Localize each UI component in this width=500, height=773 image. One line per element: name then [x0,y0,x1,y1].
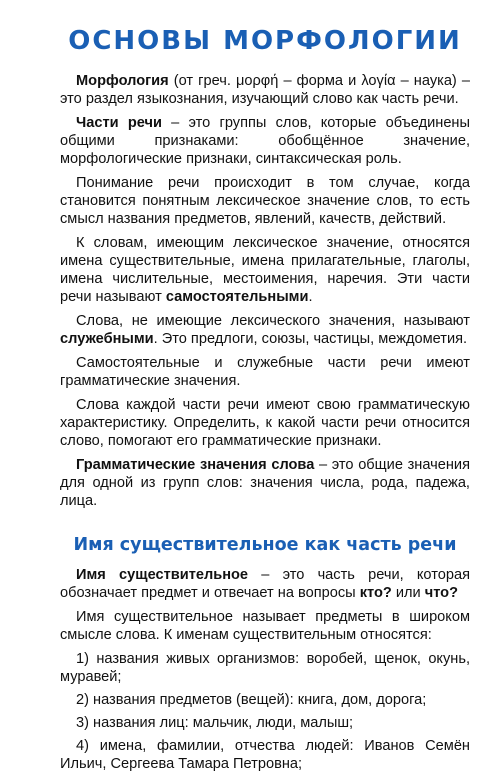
list-item: 4) имена, фамилии, отчества людей: Иванов Семён Ильич, Сергеева Тамара Петровна; [60,738,470,772]
list-item: 1) названия живых организмов: воробей, щенок, окунь, муравей; [60,651,470,685]
paragraph-independent: К словам, имеющим лексическое значение, относятся имена существительные, имена прилагательные, глаголы, имена числительные, местоимения, наречия. Эти части речи называют самостоятельными. [60,235,470,305]
term-parts-of-speech: Части речи [76,115,162,131]
noun-examples-list [60,650,470,773]
question-what: что? [424,585,459,601]
term-grammatical-meanings: Грамматические значения слова [76,457,315,473]
noun-section [60,566,470,773]
paragraph-grammatical-features: Слова каждой части речи имеют свою грамматическую характеристику. Определить, к какой части речи относится слово, помогают его грамматические признаки. [60,397,470,449]
question-who: кто? [359,585,392,601]
section-heading-noun: Имя существительное как часть речи [73,535,457,555]
term-auxiliary: служебными [60,331,154,347]
term-morphology: Морфология [76,73,169,89]
paragraph-grammatical-definition: Грамматические значения слова – это общие значения для одной из групп слов: значения числа, рода, падежа, лица. [60,457,470,509]
term-noun: Имя существительное [76,567,249,583]
paragraph-morphology: Морфология (от греч. μορφή – форма и λογία – наука) – это раздел языкознания, изучающий слово как часть речи. [60,73,470,107]
term-independent: самостоятельными [165,289,309,305]
paragraph-parts-of-speech: Части речи – это группы слов, которые объединены общими признаками: обобщённое значение, морфологические признаки, синтаксическая роль. [60,115,470,167]
paragraph-grammatical-meanings: Самостоятельные и служебные части речи имеют грамматические значения. [60,355,470,389]
morphology-section [60,72,470,510]
paragraph-understanding: Понимание речи происходит в том случае, когда становится понятным лексическое значение слов, то есть смысл названия предметов, явлений, качеств, действий. [60,175,470,227]
page-title: ОСНОВЫ МОРФОЛОГИИ [68,26,462,56]
list-item: 3) названия лиц: мальчик, люди, малыш; [76,715,354,731]
paragraph-auxiliary: Слова, не имеющие лексического значения, называют служебными. Это предлоги, союзы, частицы, междометия. [60,313,470,347]
paragraph-noun-definition: Имя существительное – это часть речи, которая обозначает предмет и отвечает на вопросы кто? или что? [60,567,470,601]
list-item: 2) названия предметов (вещей): книга, дом, дорога; [76,692,427,708]
paragraph-noun-scope: Имя существительное называет предметы в широком смысле слова. К именам существительным относятся: [60,609,470,643]
